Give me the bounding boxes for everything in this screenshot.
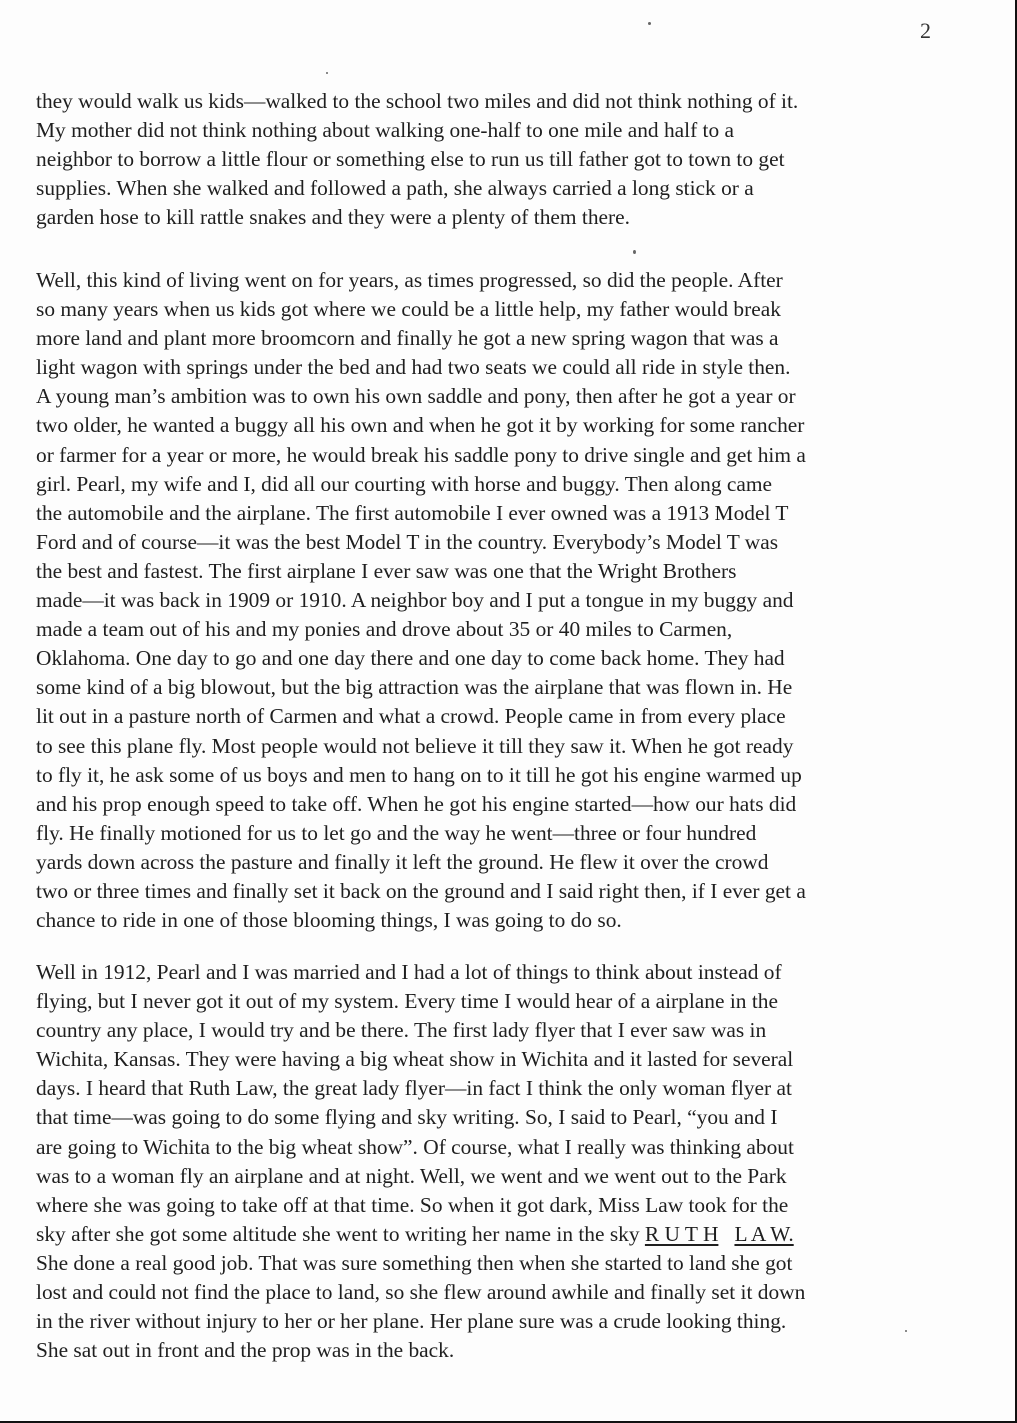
- text-line: days. I heard that Ruth Law, the great lady flyer—in fact I think the only woman flyer at: [36, 1076, 792, 1101]
- text-line: girl. Pearl, my wife and I, did all our courting with horse and buggy. Then along came: [36, 471, 773, 496]
- sky-name-ruth: R U T H: [644, 1221, 719, 1246]
- text-line: to fly it, he ask some of us boys and men to hang on to it till he got his engine warmed up: [36, 762, 802, 787]
- text-line: to see this plane fly. Most people would not believe it till they saw it. When he got ready: [36, 733, 794, 758]
- text-line: lit out in a pasture north of Carmen and what a crowd. People came in from every place: [36, 704, 786, 729]
- text-line: and his prop enough speed to take off. When he got his engine started—how our hats did: [36, 791, 797, 816]
- scan-speck: [648, 22, 651, 25]
- text-line: light wagon with springs under the bed and had two seats we could all ride in style then.: [36, 355, 791, 380]
- text-line: fly. He finally motioned for us to let go and the way he went—three or four hundred: [36, 820, 757, 845]
- paragraph-2: [36, 266, 956, 935]
- text-line: the best and fastest. The first airplane I ever saw was one that the Wright Brothers: [36, 558, 737, 583]
- text-line: Wichita, Kansas. They were having a big wheat show in Wichita and it lasted for several: [36, 1047, 794, 1072]
- text-line: the automobile and the airplane. The first automobile I ever owned was a 1913 Model T: [36, 500, 789, 525]
- text-line: two older, he wanted a buggy all his own and when he got it by working for some rancher: [36, 413, 805, 438]
- text-line: neighbor to borrow a little flour or something else to run us till father got to town to get: [36, 147, 785, 172]
- text-line: so many years when us kids got where we could be a little help, my father would break: [36, 297, 781, 322]
- text-line: two or three times and finally set it back on the ground and I said right then, if I ever get a: [36, 878, 806, 903]
- text-line: where she was going to take off at that time. So when it got dark, Miss Law took for the: [36, 1192, 789, 1217]
- text-line: or farmer for a year or more, he would break his saddle pony to drive single and get him a: [36, 442, 806, 467]
- text-line: lost and could not find the place to land, so she flew around awhile and finally set it down: [36, 1280, 806, 1305]
- text-line: A young man’s ambition was to own his own saddle and pony, then after he got a year or: [36, 384, 796, 409]
- text-line: was to a woman fly an airplane and at night. Well, we went and we went out to the Park: [36, 1163, 787, 1188]
- text-line: She done a real good job. That was sure something then when she started to land she got: [36, 1250, 793, 1275]
- page-number: 2: [920, 18, 931, 43]
- text-line: in the river without injury to her or her plane. Her plane sure was a crude looking thing.: [36, 1309, 787, 1334]
- paragraph-3: [36, 958, 956, 1365]
- text-line: supplies. When she walked and followed a path, she always carried a long stick or a: [36, 176, 754, 201]
- text-line: country any place, I would try and be there. The first lady flyer that I ever saw was in: [36, 1018, 767, 1043]
- text-line: Well in 1912, Pearl and I was married and I had a lot of things to think about instead of: [36, 960, 782, 984]
- sky-name-law: L A W.: [734, 1221, 794, 1246]
- text-line: Ford and of course—it was the best Model T in the country. Everybody’s Model T was: [36, 529, 779, 554]
- text-line: chance to ride in one of those blooming things, I was going to do so.: [36, 908, 622, 933]
- text-line: more land and plant more broomcorn and finally he got a new spring wagon that was a: [36, 326, 779, 351]
- text-line: Well, this kind of living went on for years, as times progressed, so did the people. After: [36, 268, 783, 292]
- scan-speck: [905, 1330, 907, 1332]
- text-line: that time—was going to do some flying and sky writing. So, I said to Pearl, “you and I: [36, 1105, 778, 1130]
- text-line: She sat out in front and the prop was in the back.: [36, 1338, 455, 1363]
- text-line: some kind of a big blowout, but the big attraction was the airplane that was flown in. He: [36, 675, 793, 700]
- text-line: are going to Wichita to the big wheat show”. Of course, what I really was thinking about: [36, 1134, 794, 1159]
- scan-speck: [326, 72, 328, 74]
- text-line: My mother did not think nothing about walking one-half to one mile and half to a: [36, 118, 735, 143]
- text-line: Oklahoma. One day to go and one day there and one day to come back home. They had: [36, 646, 785, 671]
- text-line: made a team out of his and my ponies and drove about 35 or 40 miles to Carmen,: [36, 617, 733, 642]
- paragraph-1: [36, 87, 956, 232]
- text-line: they would walk us kids—walked to the school two miles and did not think nothing of it.: [36, 89, 799, 113]
- sky-writing-line: [36, 1220, 956, 1249]
- text-line: yards down across the pasture and finally it left the ground. He flew it over the crowd: [36, 849, 769, 874]
- text-line: flying, but I never got it out of my system. Every time I would hear of a airplane in the: [36, 989, 778, 1014]
- scan-speck: [633, 250, 636, 254]
- sky-line-prefix: sky after she got some altitude she went to writing her name in the sky: [36, 1221, 645, 1246]
- text-line: made—it was back in 1909 or 1910. A neighbor boy and I put a tongue in my buggy and: [36, 588, 794, 613]
- text-line: garden hose to kill rattle snakes and they were a plenty of them there.: [36, 205, 630, 230]
